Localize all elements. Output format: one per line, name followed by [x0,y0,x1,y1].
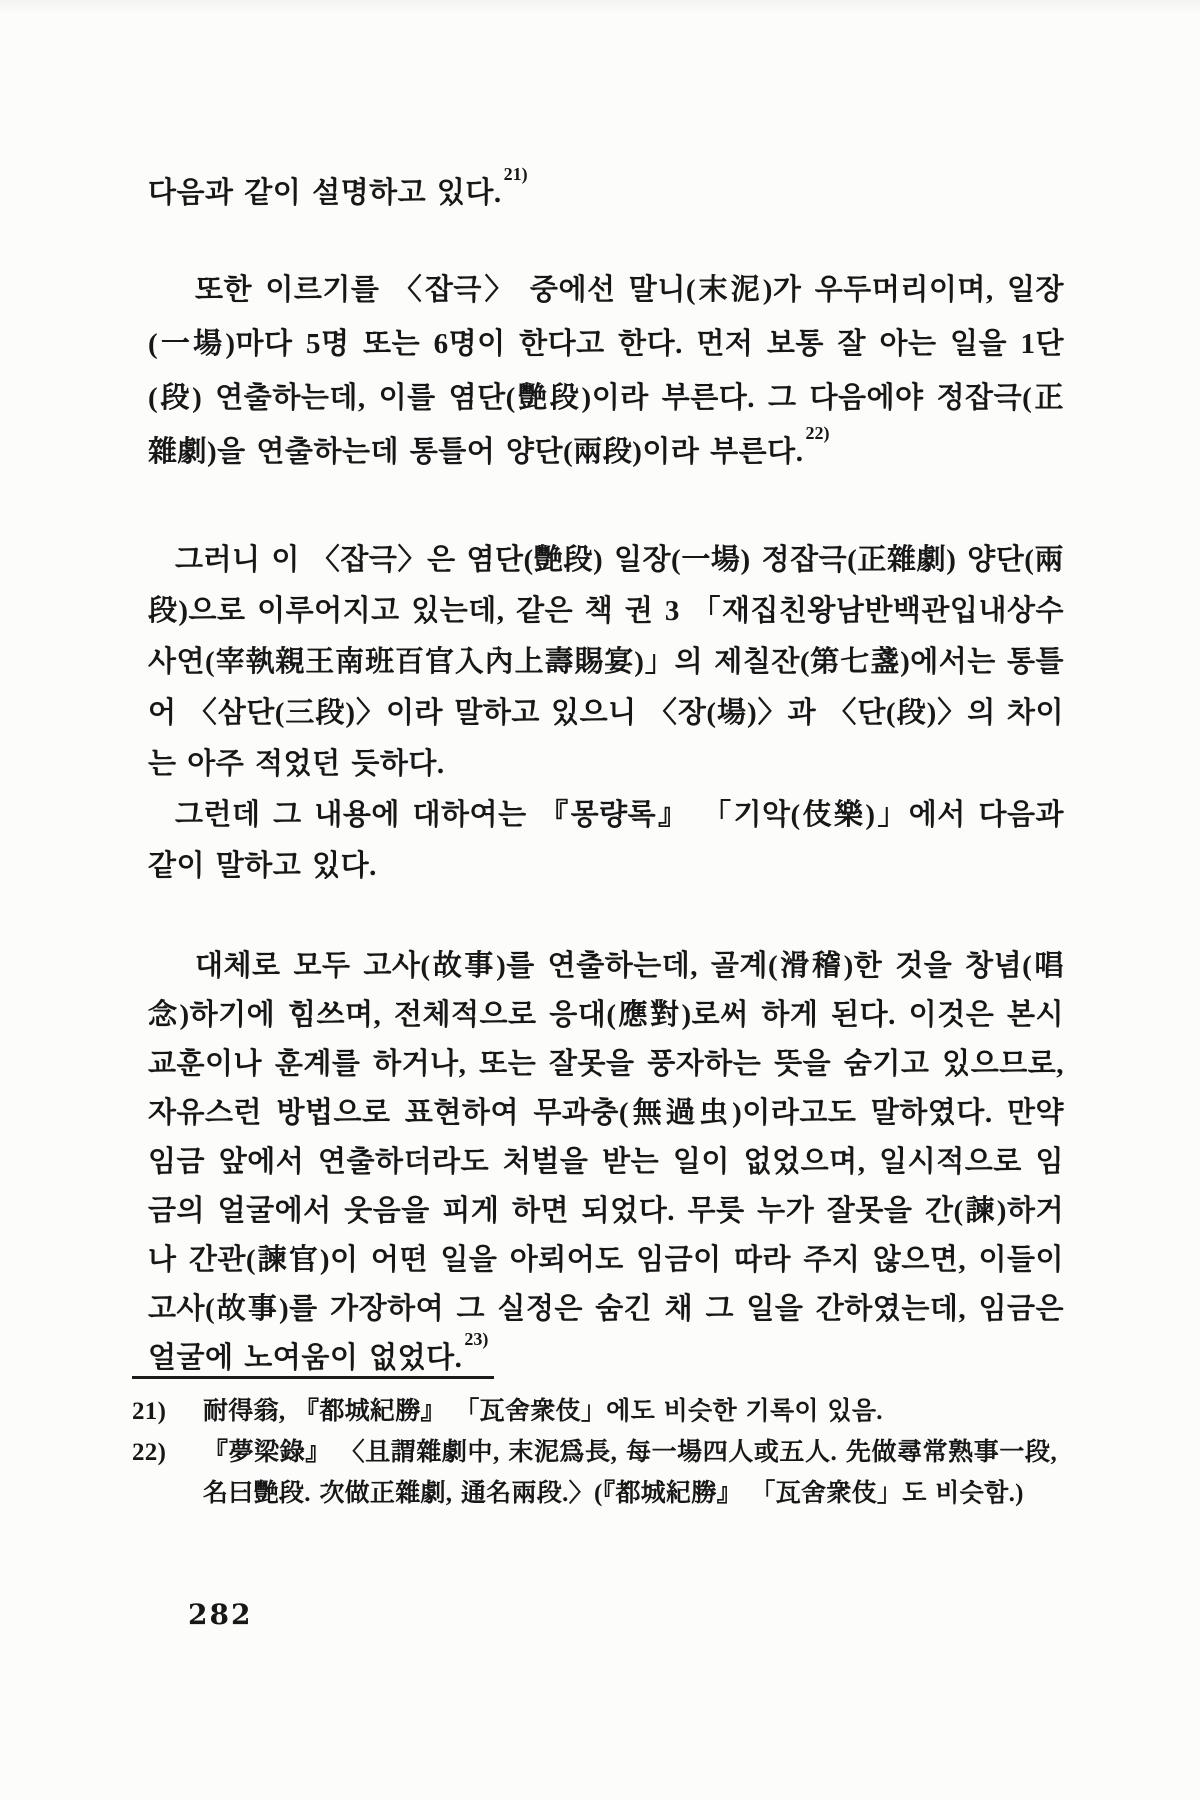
paragraph-analysis-text: 그러니 이 〈잡극〉은 염단(艷段) 일장(一場) 정잡극(正雜劇) 양단(兩段)으로 이루어지고 있는데, 같은 책 권 3 「재집친왕남반백관입내상수사연(宰執親王南班百官入內上壽賜宴)」의 제칠잔(第七盞)에서는 통틀어 〈삼단(三段)〉이라 말하고 있으니 〈장(場)〉과 〈단(段)〉의 차이는 아주 적었던 듯하다. [148,544,1064,780]
paragraph-analysis [148,535,1064,790]
footnotes-section [132,1376,1057,1514]
paragraph-intro [148,164,1064,219]
footnote-ref-22: 22) [805,423,830,444]
quote-block-1 [148,263,1064,479]
quote-block-2 [148,942,1064,1383]
footnote-22-number: 22) [132,1439,167,1466]
main-text-block [148,164,1064,1383]
quote-2-text: 대체로 모두 고사(故事)를 연출하는데, 골계(滑稽)한 것을 창념(唱念)하기에 힘쓰며, 전체적으로 응대(應對)로써 하게 된다. 이것은 본시 교훈이나 훈계를 하거나, 또는 잘못을 풍자하는 뜻을 숨기고 있으므로, 자유스런 방법으로 표현하여 무과충(無過虫)이라고도 말하였다. 만약 임금 앞에서 연출하더라도 처벌을 받는 일이 없었으며, 일시적으로 임금의 얼굴에서 웃음을 피게 하면 되었다. 무릇 누가 잘못을 간(諫)하거나 간관(諫官)이 어떤 일을 아뢰어도 임금이 따라 주지 않으면, 이들이 고사(故事)를 가장하여 그 실정은 숨긴 채 그 일을 간하였는데, 임금은 얼굴에 노여움이 없었다. [148,950,1064,1374]
footnote-21-text: 耐得翁, 『都城紀勝』 「瓦舍衆伎」에도 비슷한 기록이 있음. [203,1398,883,1425]
footnote-21 [132,1391,1057,1432]
footnote-ref-23: 23) [464,1329,489,1350]
page-number: 282 [188,1598,253,1631]
paragraph-transition [148,790,1064,892]
footnote-22-text: 『夢梁錄』 〈且謂雜劇中, 末泥爲長, 每一場四人或五人. 先做尋常熟事一段, 名曰艷段. 次做正雜劇, 通名兩段.〉(『都城紀勝』 「瓦舍衆伎」도 비슷함.) [203,1439,1057,1507]
footnote-22 [132,1432,1057,1514]
footnote-21-number: 21) [132,1398,167,1425]
paragraph-intro-text: 다음과 같이 설명하고 있다. [148,177,502,209]
quote-1-text: 또한 이르기를 〈잡극〉 중에선 말니(末泥)가 우두머리이며, 일장(一場)마다 5명 또는 6명이 한다고 한다. 먼저 보통 잘 아는 일을 1단(段) 연출하는데, 이를 염단(艷段)이라 부른다. 그 다음에야 정잡극(正雜劇)을 연출하는데 통틀어 양단(兩段)이라 부른다. [148,274,1064,468]
footnote-separator-rule [132,1376,494,1379]
footnote-ref-21: 21) [503,164,528,185]
paragraph-transition-text: 그런데 그 내용에 대하여는 『몽량록』 「기악(伎樂)」에서 다음과 같이 말하고 있다. [148,799,1064,882]
